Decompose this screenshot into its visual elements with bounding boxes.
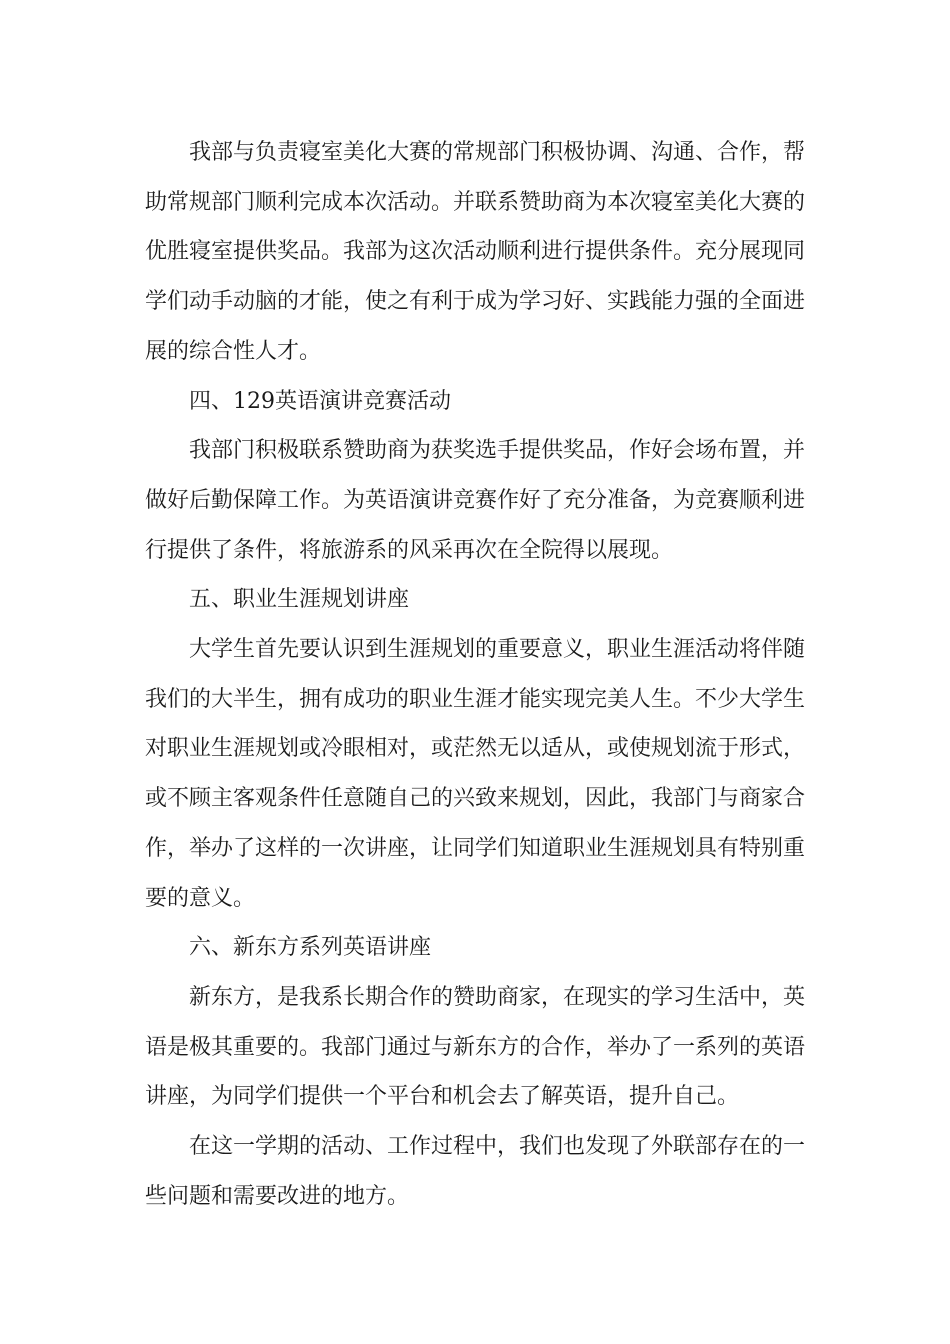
paragraph-dorm-contest: 我部与负责寝室美化大赛的常规部门积极协调、沟通、合作，帮助常规部门顺利完成本次活动。并联系赞助商为本次寝室美化大赛的优胜寝室提供奖品。我部为这次活动顺利进行提供条件。充分展现同学们动手动脑的才能，使之有利于成为学习好、实践能力强的全面进展的综合性人才。 (145, 140, 806, 364)
section-heading-english-speech: 四、129英语演讲竞赛活动 (189, 388, 451, 414)
document-page (145, 128, 805, 1221)
paragraph-english-speech: 我部门积极联系赞助商为获奖选手提供奖品，作好会场布置，并做好后勤保障工作。为英语演讲竞赛作好了充分准备，为竞赛顺利进行提供了条件，将旅游系的风采再次在全院得以展现。 (145, 438, 806, 563)
section-heading-new-oriental: 六、新东方系列英语讲座 (189, 935, 432, 961)
section-heading-career-lecture: 五、职业生涯规划讲座 (189, 587, 410, 613)
paragraph-problems: 在这一学期的活动、工作过程中，我们也发现了外联部存在的一些问题和需要改进的地方。 (145, 1134, 806, 1209)
paragraph-career-lecture: 大学生首先要认识到生涯规划的重要意义，职业生涯活动将伴随我们的大半生，拥有成功的职业生涯才能实现完美人生。不少大学生对职业生涯规划或冷眼相对，或茫然无以适从，或使规划流于形式，或不顾主客观条件任意随自己的兴致来规划，因此，我部门与商家合作，举办了这样的一次讲座，让同学们知道职业生涯规划具有特别重要的意义。 (145, 637, 806, 911)
paragraph-new-oriental: 新东方，是我系长期合作的赞助商家，在现实的学习生活中，英语是极其重要的。我部门通过与新东方的合作，举办了一系列的英语讲座，为同学们提供一个平台和机会去了解英语，提升自己。 (145, 984, 806, 1110)
